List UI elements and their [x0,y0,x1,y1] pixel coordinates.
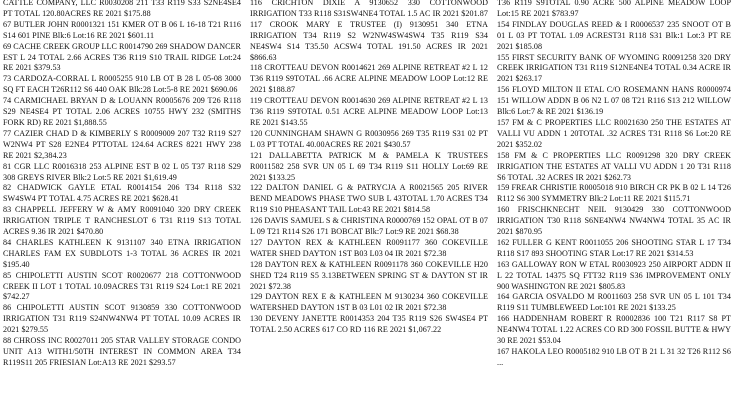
listing-entry: 67 BUTLER JOHN R0001321 151 KMER OT B 06 L 16-18 T21 R116 S14 601 PINE Blk:6 Lot:16 RE 2021 $601.11 [3,19,241,40]
listing-entry: 118 CROTTEAU DEVON R0014621 269 ALPINE RETREAT #2 L 12 T36 R119 S9TOTAL .66 ACRE ALPINE MEADOW LOOP Lot:12 RE 2021 $188.87 [250,63,488,95]
listing-entry: 77 CAZIER CHAD D & KIMBERLY S R0009009 207 T32 R119 S27 W2NW4 PT S28 E2NE4 PTTOTAL 124.64 ACRES 8221 HWY 238 RE 2021 $2,384.23 [3,128,241,160]
listing-entry: 155 FIRST SECURITY BANK OF WYOMING R0091258 320 DRY CREEK IRRIGATION T31 R119 S12NE4NE4 TOTAL 0.34 ACRE IR 2021 $263.17 [497,52,731,84]
listing-entry: 117 CROOK MARY E TRUSTEE (I) 9130951 340 ETNA IRRIGATION T34 R119 S2 W2NW4SW4SW4 T35 R119 S34 NE4SW4 S14 T35.50 ACSW4 TOTAL 191.50 ACRES IR 2021 $866.63 [250,19,488,62]
listing-entry: 88 CHROSS INC R0027011 205 STAR VALLEY STORAGE CONDO UNIT A13 WITH1/50TH INTEREST IN COMMON AREA T34 R119S11 205 FRIESIAN Lot:A13 RE 2021 $293.57 [3,336,241,367]
listing-entry: 158 FM & C PROPERTIES LLC R0091298 320 DRY CREEK IRRIGATION THE ESTATES AT VALLI VU ADDN 1 20 T31 R118 S6 TOTAL .32 ACRES IR 2021 $262.73 [497,150,731,182]
listing-entry: 122 DALTON DANIEL G & PATRYCJA A R0021565 205 RIVER BEND MEADOWS PHASE TWO SUB L 43TOTAL 1.70 ACRES T34 R119 S10 PHEASANT TAIL Lot:43 RE 2021 $814.58 [250,183,488,215]
listing-entry: 86 CHIPOLETTI AUSTIN SCOT 9130859 330 COTTONWOOD IRRIGATION T31 R119 S24NW4NW4 PT TOTAL 10.09 ACRES IR 2021 $279.55 [3,303,241,335]
listing-entry: 116 CRICHTON DIXIE A 9130652 330 COTTONWOOD IRRIGATION T33 R118 S31SW4NE4 TOTAL 1.5 AC IR 2021 $201.87 [250,0,488,18]
listing-entry: 163 GALLOWAY RON W ETAL R0030923 250 AIRPORT ADDN II L 22 TOTAL 14375 SQ FTT32 R119 S36 IMPROVEMENT ONLY 900 WASHINGTON RE 2021 $805.83 [497,259,731,291]
listing-entry: 160 FRISCHKNECHT NEIL 9130429 330 COTTONWOOD IRRIGATION T30 R118 S6NE4NW4 NW4NW4 TOTAL 35 AC IR 2021 $870.95 [497,205,731,237]
listing-entry: 120 CUNNINGHAM SHAWN G R0030956 269 T35 R119 S31 02 PT L 03 PT TOTAL 40.00ACRES RE 2021 $430.57 [250,128,488,149]
listing-entry: CATTLE COMPANY, LLC R0030208 211 T33 R119 S33 S2NE4SE4 PT TOTAL 120.80ACRES RE 2021 $175.88 [3,0,241,18]
listing-entry: 156 FLOYD MILTON II ETAL C/O ROSEMANN HANS R0000974 151 WILLOW ADDN B 06 N2 L 07 08 T21 R116 S13 212 WILLOW Blk:6 Lot:7 & RE 2021 $136.19 [497,85,731,117]
listing-entry: 84 CHARLES KATHLEEN K 9131107 340 ETNA IRRIGATION CHARLES FAM EX SUBDLOTS 1-3 TOTAL 36 ACRES IR 2021 $195.40 [3,237,241,269]
column-right [497,0,731,400]
listing-entry: 69 CACHE CREEK GROUP LLC R0014790 269 SHADOW DANCER EST L 24 TOTAL 2.66 ACRES T36 R119 S10 TRAIL RIDGE Lot:24 RE 2021 $379.53 [3,41,241,73]
listing-entry: 128 DAYTON REX & KATHLEEN R0091178 360 COKEVILLE H20 SHED T24 R119 S5 3.13BETWEEN SPRING ST & DAYTON ST IR 2021 $72.38 [250,259,488,291]
listing-entry: 82 CHADWICK GAYLE ETAL R0014154 206 T34 R118 S32 SW4SW4 PT TOTAL 4.75 ACRES RE 2021 $628.41 [3,183,241,204]
listing-entry: 83 CHAPPELL JEFFERY W & AMY R0091040 320 DRY CREEK IRRIGATION TRIPLE T RANCHESLOT 6 T31 R119 S13 TOTAL ACRES 9.36 IR 2021 $470.80 [3,205,241,237]
listing-entry: 159 FREAR CHRISTIE R0005018 910 BIRCH CR PK B 02 L 14 T26 R112 S6 300 SYMMETRY Blk:2 Lot:11 RE 2021 $115.71 [497,183,731,204]
listing-entry: 81 CGR LLC R0016318 253 ALPINE EST B 02 L 05 T37 R118 S29 308 GREYS RIVER Blk:2 Lot:5 RE 2021 $1,619.49 [3,161,241,182]
column-middle [250,0,488,400]
listing-entry: 126 DAVIS SAMUEL S & CHRISTINA R0000769 152 OPAL OT B 07 L 09 T21 R114 S26 171 BOBCAT Blk:7 Lot:9 RE 2021 $68.38 [250,216,488,237]
listing-entry: 157 FM & C PROPERTIES LLC R0021630 250 THE ESTATES AT VALLI VU ADDN 1 20TOTAL .32 ACRES T31 R118 S6 Lot:20 RE 2021 $352.02 [497,117,731,149]
listing-entry: 127 DAYTON REX & KATHLEEN R0091177 360 COKEVILLE WATER SHED DAYTON 1ST B03 L03 04 IR 2021 $72.38 [250,237,488,258]
listing-entry: 85 CHIPOLETTI AUSTIN SCOT R0020677 218 COTTONWOOD CREEK II LOT 1 TOTAL 10.09ACRES T31 R119 S24 Lot:1 RE 2021 $742.27 [3,270,241,302]
listing-entry: 154 FINDLAY DOUGLAS REED & I R0006537 235 SNOOT OT B 01 L 03 PT TOTAL 1.09 ACREST31 R118 S31 Blk:1 Lot:3 PT RE 2021 $185.08 [497,19,731,51]
listing-entry: 167 HAKOLA LEO R0005182 910 LB OT B 21 L 31 32 T26 R112 S6 ... [497,347,731,367]
listing-entry: 164 GARCIA OSVALDO M R0011603 258 SVR UN 05 L 101 T34 R119 S11 TUMBLEWEED Lot:101 RE 2021 $133.25 [497,292,731,313]
listing-entry: 74 CARMICHAEL BRYAN D & LOUANN R0005676 209 T26 R118 S29 NE4SE4 PT TOTAL 2.06 ACRES 10755 HWY 232 (SMITHS FORK RD) RE 2021 $1,888.55 [3,96,241,127]
listing-entry: 73 CARDOZA-CORRAL L R0005255 910 LB OT B 28 L 05-08 3000 SQ FT EACH T26R112 S6 440 OAK Blk:28 Lot:5-8 RE 2021 $690.06 [3,74,241,95]
listing-entry: 166 HADDENHAM ROBERT R R0002836 100 T21 R117 S8 PT NE4NW4 TOTAL 1.22 ACRES CO RD 300 FOSSIL BUTTE & HWY 30 RE 2021 $53.04 [497,314,731,346]
listing-entry: 119 CROTTEAU DEVON R0014630 269 ALPINE RETREAT #2 L 13 T36 R119 S9TOTAL 0.51 ACRE ALPINE MEADOW LOOP Lot:13 RE 2021 $143.55 [250,96,488,127]
listing-entry: T36 R119 S9TOTAL 0.90 ACRE 500 ALPINE MEADOW LOOP Lot:15 RE 2021 $783.97 [497,0,731,18]
listing-entry: 129 DAYTON REX E & KATHLEEN M 9130234 360 COKEVILLE WATERSHED DAYTON 1ST B 03 L01 02 IR 2021 $72.38 [250,292,488,313]
listing-entry: 130 DEVENY JANETTE R0014353 204 T35 R119 S26 SW4SE4 PT TOTAL 2.50 ACRES 617 CO RD 116 RE 2021 $1,067.22 [250,314,488,335]
listing-entry: 121 DALLABETTA PATRICK M & PAMELA K TRUSTEES R0011582 258 SVR UN 05 L 69 T34 R119 S11 HOLLY Lot:69 RE 2021 $133.25 [250,150,488,182]
listing-entry: 162 FULLER G KENT R0011055 206 SHOOTING STAR L 17 T34 R118 S17 893 SHOOTING STAR Lot:17 RE 2021 $314.53 [497,237,731,258]
column-left [3,0,241,400]
